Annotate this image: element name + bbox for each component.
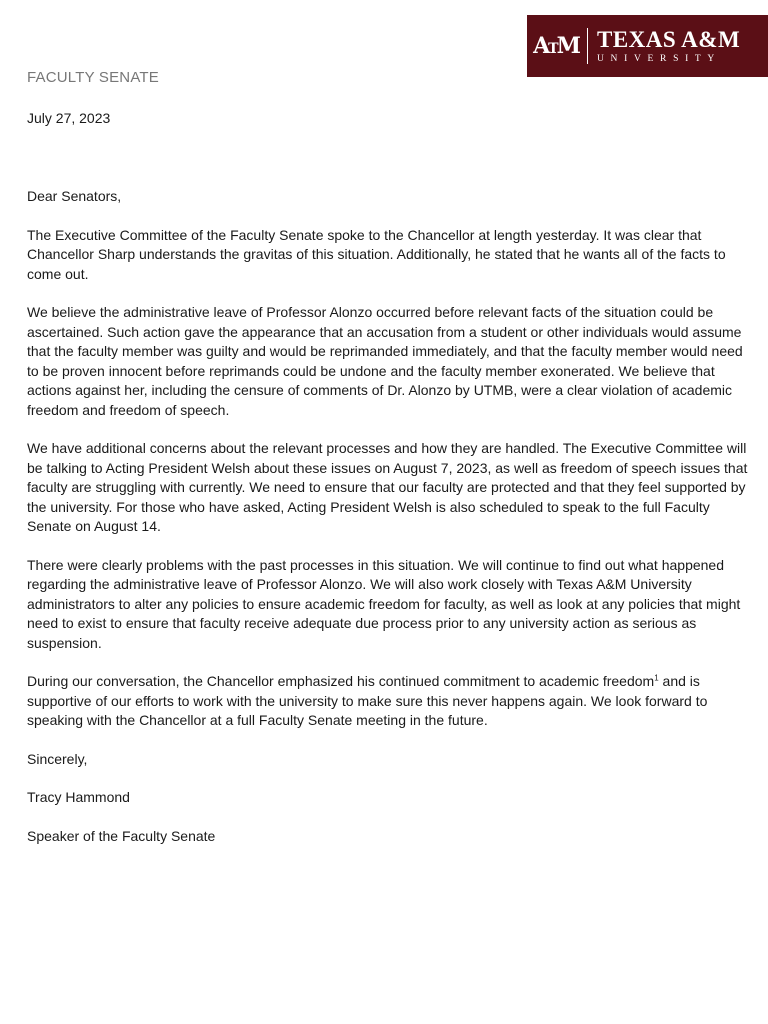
atm-logo-mark: A T M xyxy=(533,33,579,59)
university-logo xyxy=(527,15,768,77)
logo-title: TEXAS A&M xyxy=(597,26,741,52)
logo-subtitle: UNIVERSITY xyxy=(597,53,721,64)
salutation: Dear Senators, xyxy=(27,188,122,204)
paragraph: The Executive Committee of the Faculty Senate spoke to the Chancellor at length yesterday. It was clear that Chancellor Sharp understands the gravitas of this situation. Additionally, he stated that he wants all of the facts to come out. xyxy=(27,226,726,282)
logo-divider xyxy=(587,28,588,64)
letter-date: July 27, 2023 xyxy=(27,110,111,126)
paragraph: We believe the administrative leave of Professor Alonzo occurred before relevant facts of the situation could be ascertained. Such action gave the appearance that an accusation from a student or other individuals would assume that the faculty member was guilty and would be reprimanded immediately, and that the faculty member would need to be proven innocent before reprimands could be undone and the faculty member exonerated. We believe that actions against her, including the censure of comments of Dr. Alonzo by UTMB, were a clear violation of academic freedom and freedom of speech. xyxy=(27,304,743,418)
signature-title: Speaker of the Faculty Senate xyxy=(27,827,216,844)
paragraph: There were clearly problems with the past processes in this situation. We will continue to find out what happened regarding the administrative leave of Professor Alonzo. We will also work closely with Texas A&M University administrators to alter any policies to ensure academic freedom for faculty, as well as look at any policies that might need to exist to ensure that faculty receive adequate due process prior to any university action as serious as suspension. xyxy=(27,556,741,651)
paragraph: We have additional concerns about the relevant processes and how they are handled. The Executive Committee will be talking to Acting President Welsh about these issues on August 7, 2023, as well as freedom of speech issues that faculty are struggling with currently. We need to ensure that our faculty are protected and that they feel supported by the university. For those who have asked, Acting President Welsh is also scheduled to speak to the full Faculty Senate on August 14. xyxy=(27,440,748,534)
final-paragraph xyxy=(27,672,751,731)
letter-body xyxy=(27,187,751,865)
signature-name: Tracy Hammond xyxy=(27,789,130,805)
footnote-marker: 1 xyxy=(654,673,659,683)
final-paragraph-text: During our conversation, the Chancellor emphasized his continued commitment to academic freedom xyxy=(27,673,655,689)
closing: Sincerely, xyxy=(27,750,88,767)
logo-wordmark xyxy=(597,28,740,65)
department-heading: FACULTY SENATE xyxy=(27,69,159,86)
final-paragraph-text-continued: and is supportive of our efforts to work with the university to make sure this never happens again. We look forward to speaking with the Chancellor at a full Faculty Senate meeting in the future. xyxy=(27,673,708,728)
